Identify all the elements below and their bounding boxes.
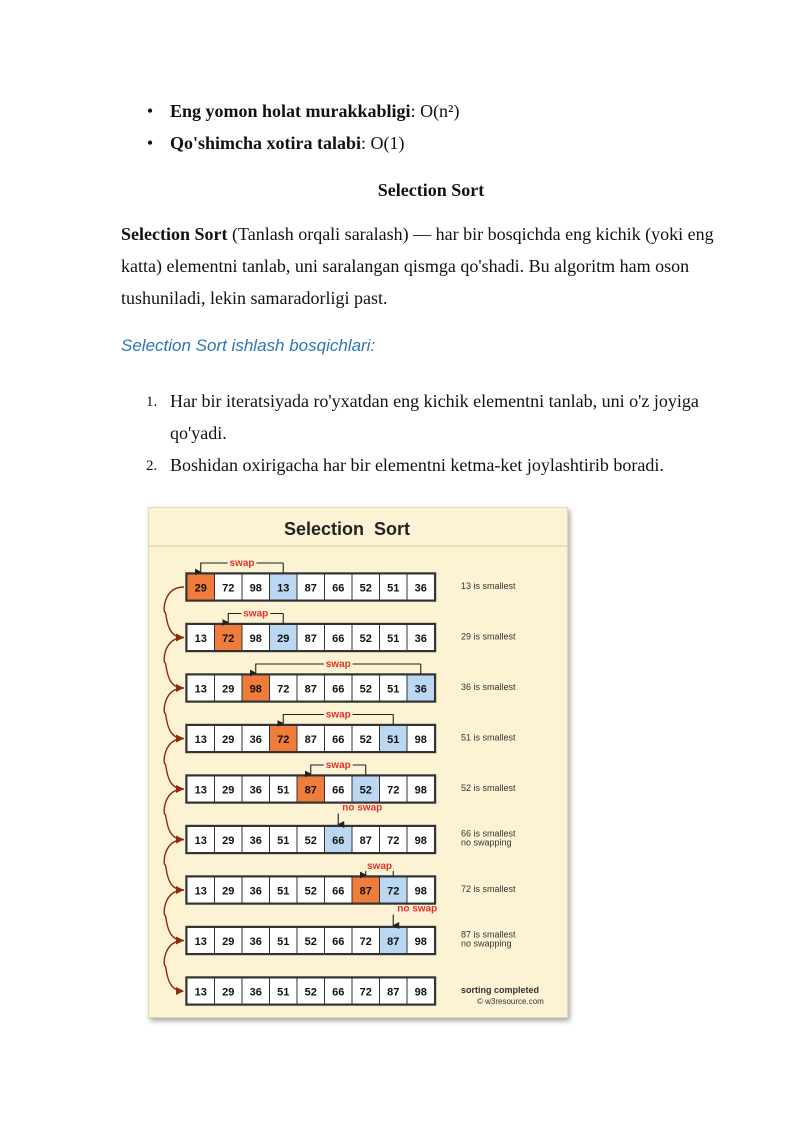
step-note: 29 is smallest [461,631,516,642]
cell-value: 29 [277,633,290,645]
cell-value: 87 [304,582,317,595]
cell-value: 87 [304,734,317,746]
cell-value: 52 [359,633,372,645]
cell-value: 36 [249,936,262,948]
cell-value: 98 [414,885,427,898]
steps-heading: Selection Sort ishlash bosqichlari: [121,336,376,355]
paragraph-text: (Tanlash orqali saralash) — har bir bosqichda eng kichik (yoki eng katta) elementni tanlab, uni saralangan qismga qo'shadi. Bu algoritm ham oson tushuniladi, lekin samaradorligi past. [121,224,714,308]
step-note: 51 is smallest [461,732,516,743]
cell-value: 72 [222,633,235,645]
cell-value: 52 [359,784,372,797]
paragraph-bold: Selection Sort [121,224,228,244]
cell-value: 52 [304,986,317,999]
swap-label: swap [229,558,255,569]
cell-value: 98 [249,683,262,696]
cell-value: 66 [332,835,345,847]
cell-value: 13 [194,885,207,898]
selection-sort-diagram [149,508,567,1017]
figure-title: Selection Sort [283,519,411,539]
cell-value: 13 [194,986,207,999]
cell-value: 36 [249,734,262,746]
cell-value: 13 [194,734,207,746]
cell-value: 72 [387,784,400,797]
cell-value: 51 [387,582,400,595]
selection-sort-figure [148,507,568,1018]
cell-value: 66 [332,936,345,948]
cell-value: 87 [387,986,400,999]
bullet-item [140,127,459,159]
cell-value: 29 [222,835,235,847]
cell-value: 66 [332,734,345,746]
cell-value: 87 [387,936,400,948]
cell-value: 29 [222,734,235,746]
bullet-label: Eng yomon holat murakkabligi [170,101,411,121]
cell-value: 66 [332,683,345,696]
steps-list [146,385,746,481]
cell-value: 51 [277,986,290,999]
step-connector [164,688,184,739]
bullet-value: : O(1) [361,133,405,153]
step-note: 52 is smallest [461,783,516,793]
complexity-list [140,95,459,159]
cell-value: 72 [387,885,400,898]
bullet-icon: • [146,133,154,153]
cell-value: 72 [222,582,235,595]
swap-label: swap [243,608,269,620]
copyright-text: © w3resource.com [477,997,544,1006]
cell-value: 98 [249,633,262,645]
cell-value: 51 [277,936,290,948]
cell-value: 29 [222,986,235,999]
cell-value: 52 [359,582,372,595]
cell-value: 13 [194,936,207,948]
step-connector [164,638,184,689]
cell-value: 52 [359,683,372,696]
cell-value: 52 [304,936,317,948]
cell-value: 66 [332,633,345,645]
step-note: 13 is smallest [461,581,516,591]
cell-value: 51 [277,784,290,797]
cell-value: 36 [249,986,262,999]
cell-value: 72 [277,683,290,696]
swap-label: swap [325,709,351,721]
intro-paragraph [121,218,751,314]
cell-value: 13 [277,582,290,595]
section-title: Selection Sort [377,180,485,200]
cell-value: 51 [277,885,290,898]
cell-value: 66 [332,986,345,999]
bullet-label: Qo'shimcha xotira talabi [170,133,362,153]
cell-value: 13 [194,835,207,847]
cell-value: 98 [414,784,427,797]
swap-label: swap [325,760,351,771]
cell-value: 66 [332,784,345,797]
cell-value: 29 [222,885,235,898]
step-number: 1. [146,394,158,410]
cell-value: 29 [222,683,235,696]
step-note: sorting completed [461,985,540,995]
step-note: no swapping [461,938,512,949]
cell-value: 66 [332,885,345,898]
step-connector [164,739,184,790]
cell-value: 98 [414,734,427,746]
step-note: 36 is smallest [461,682,516,692]
cell-value: 13 [194,683,207,696]
cell-value: 51 [387,734,400,746]
bullet-value: : O(n²) [410,101,460,121]
cell-value: 87 [304,633,317,645]
no-swap-label: no swap [397,903,438,915]
swap-label: swap [325,659,351,670]
cell-value: 98 [414,835,427,847]
step-number: 2. [146,458,158,474]
cell-value: 87 [359,885,372,898]
cell-value: 98 [414,936,427,948]
cell-value: 52 [304,885,317,898]
cell-value: 72 [277,734,290,746]
bullet-item [140,95,459,127]
step-note: no swapping [461,837,512,848]
cell-value: 36 [249,784,262,797]
step-note: 72 is smallest [461,884,516,894]
step-note: 66 is smallest [461,828,516,839]
cell-value: 72 [359,936,372,948]
step-item [146,385,746,449]
cell-value: 36 [249,835,262,847]
cell-value: 52 [304,835,317,847]
cell-value: 36 [414,582,427,595]
no-swap-label: no swap [342,802,383,814]
cell-value: 98 [414,986,427,999]
cell-value: 13 [194,784,207,797]
cell-value: 66 [332,582,345,595]
cell-value: 72 [359,986,372,999]
cell-value: 36 [414,683,427,696]
cell-value: 98 [249,582,262,595]
step-text: Boshidan oxirigacha har bir elementni ketma-ket joylashtirib boradi. [170,455,664,475]
step-connector [164,587,184,638]
cell-value: 29 [222,936,235,948]
copyright-source: w3resource.com [485,997,544,1006]
cell-value: 87 [304,784,317,797]
step-text: Har bir iteratsiyada ro'yxatdan eng kichik elementni tanlab, uni o'z joyiga qo'yadi. [170,391,699,443]
step-connector [164,789,184,840]
cell-value: 36 [249,885,262,898]
step-connector [164,840,184,891]
cell-value: 87 [359,835,372,847]
cell-value: 52 [359,734,372,746]
bullet-icon: • [146,101,154,121]
cell-value: 36 [414,633,427,645]
step-connector [164,890,184,941]
cell-value: 72 [387,835,400,847]
step-note: 87 is smallest [461,929,516,940]
swap-label: swap [366,861,393,872]
cell-value: 87 [304,683,317,696]
cell-value: 51 [387,633,400,645]
cell-value: 29 [222,784,235,797]
cell-value: 51 [387,683,400,696]
step-item [146,449,746,481]
cell-value: 29 [194,582,207,595]
step-connector [164,941,184,992]
cell-value: 13 [194,633,207,645]
cell-value: 51 [277,835,290,847]
